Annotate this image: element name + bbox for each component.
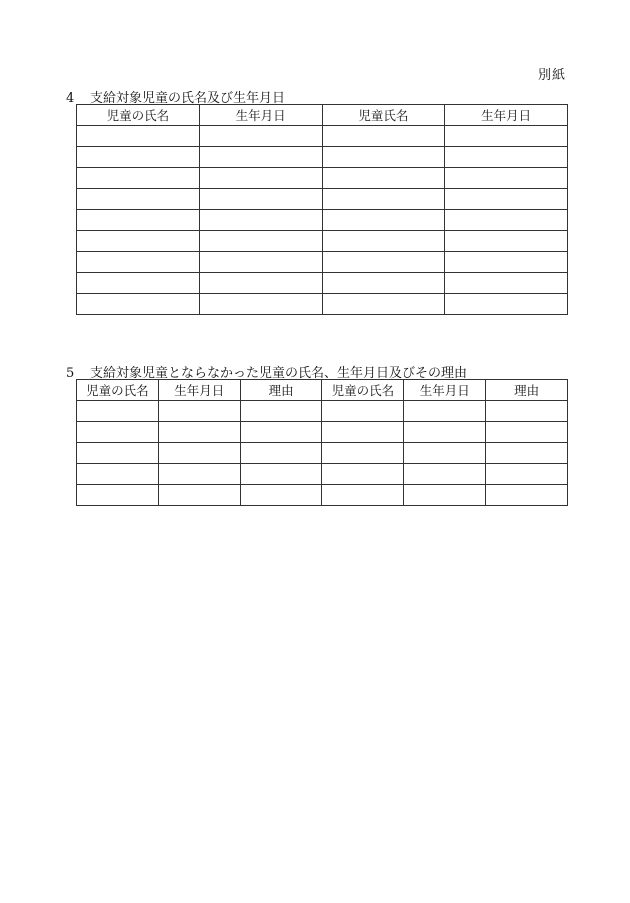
section5-cell[interactable] [486, 401, 568, 422]
section4-cell[interactable] [445, 252, 568, 273]
section5-title: 支給対象児童とならなかった児童の氏名、生年月日及びその理由 [90, 366, 468, 381]
section5-cell[interactable] [77, 464, 159, 485]
section4-row [77, 168, 568, 189]
section5-row [77, 401, 568, 422]
section5-cell[interactable] [404, 401, 486, 422]
section5-cell[interactable] [77, 485, 159, 506]
section5-cell[interactable] [77, 422, 159, 443]
section5-cell[interactable] [404, 464, 486, 485]
section4-body [77, 126, 568, 315]
section5-cell[interactable] [158, 401, 240, 422]
section4-cell[interactable] [322, 231, 445, 252]
section4-row [77, 210, 568, 231]
section5-header-reason-2: 理由 [486, 380, 568, 401]
section4-cell[interactable] [77, 231, 200, 252]
section5-cell[interactable] [486, 443, 568, 464]
section4-cell[interactable] [77, 147, 200, 168]
section4-cell[interactable] [445, 189, 568, 210]
section4-cell[interactable] [445, 168, 568, 189]
section5-header-birthdate: 生年月日 [158, 380, 240, 401]
section5-cell[interactable] [404, 443, 486, 464]
section4-header-row [77, 105, 568, 126]
section4-cell[interactable] [199, 273, 322, 294]
section4-cell[interactable] [77, 210, 200, 231]
section4-header-child-name: 児童の氏名 [77, 105, 200, 126]
section4-cell[interactable] [199, 168, 322, 189]
section5-cell[interactable] [240, 401, 322, 422]
section4-row [77, 231, 568, 252]
section4-cell[interactable] [77, 294, 200, 315]
section4-cell[interactable] [77, 252, 200, 273]
section5-cell[interactable] [77, 443, 159, 464]
section5-cell[interactable] [322, 401, 404, 422]
section5-cell[interactable] [486, 422, 568, 443]
section5-row [77, 443, 568, 464]
section4-row [77, 189, 568, 210]
section4-cell[interactable] [77, 273, 200, 294]
section5-header-child-name-2: 児童の氏名 [322, 380, 404, 401]
section4-cell[interactable] [322, 294, 445, 315]
section4-header-child-name-2: 児童氏名 [322, 105, 445, 126]
section5-header-row [77, 380, 568, 401]
section5-header-birthdate-2: 生年月日 [404, 380, 486, 401]
section4-cell[interactable] [199, 231, 322, 252]
section4-cell[interactable] [199, 252, 322, 273]
section5-row [77, 464, 568, 485]
section4-cell[interactable] [77, 126, 200, 147]
section4-cell[interactable] [445, 231, 568, 252]
section4-row [77, 294, 568, 315]
section5-cell[interactable] [240, 485, 322, 506]
section4-cell[interactable] [322, 273, 445, 294]
section5-cell[interactable] [322, 464, 404, 485]
section4-cell[interactable] [322, 189, 445, 210]
section4-row [77, 273, 568, 294]
section4-cell[interactable] [445, 126, 568, 147]
section4-header-birthdate-2: 生年月日 [445, 105, 568, 126]
section5-row [77, 422, 568, 443]
section5-cell[interactable] [322, 485, 404, 506]
section4-cell[interactable] [322, 147, 445, 168]
section5-cell[interactable] [158, 422, 240, 443]
section4-cell[interactable] [445, 210, 568, 231]
section4-cell[interactable] [445, 147, 568, 168]
section4-row [77, 126, 568, 147]
section5-cell[interactable] [240, 443, 322, 464]
section4-cell[interactable] [77, 168, 200, 189]
section4-cell[interactable] [445, 294, 568, 315]
section4-header-birthdate: 生年月日 [199, 105, 322, 126]
section4-cell[interactable] [322, 126, 445, 147]
section5-number: 5 [66, 366, 75, 381]
section5-cell[interactable] [158, 464, 240, 485]
section5-cell[interactable] [404, 422, 486, 443]
section4-row [77, 147, 568, 168]
section5-cell[interactable] [240, 464, 322, 485]
section5-row [77, 485, 568, 506]
section5-cell[interactable] [240, 422, 322, 443]
section4-cell[interactable] [322, 210, 445, 231]
section5-cell[interactable] [158, 485, 240, 506]
section5-cell[interactable] [404, 485, 486, 506]
section4-cell[interactable] [199, 189, 322, 210]
section4-title: 支給対象児童の氏名及び生年月日 [90, 91, 286, 106]
section5-cell[interactable] [77, 401, 159, 422]
section4-cell[interactable] [445, 273, 568, 294]
section4-table [76, 104, 568, 315]
section5-cell[interactable] [486, 464, 568, 485]
section4-number: 4 [66, 91, 75, 106]
attachment-label: 別紙 [537, 68, 566, 83]
section5-table [76, 379, 568, 506]
section4-cell[interactable] [199, 210, 322, 231]
section4-cell[interactable] [199, 147, 322, 168]
section5-header-child-name: 児童の氏名 [77, 380, 159, 401]
section4-cell[interactable] [77, 189, 200, 210]
section5-cell[interactable] [158, 443, 240, 464]
section5-cell[interactable] [322, 422, 404, 443]
section5-header-reason: 理由 [240, 380, 322, 401]
section4-cell[interactable] [199, 126, 322, 147]
section5-cell[interactable] [322, 443, 404, 464]
section4-cell[interactable] [199, 294, 322, 315]
section4-row [77, 252, 568, 273]
section5-cell[interactable] [486, 485, 568, 506]
section5-body [77, 401, 568, 506]
section4-cell[interactable] [322, 168, 445, 189]
section4-cell[interactable] [322, 252, 445, 273]
